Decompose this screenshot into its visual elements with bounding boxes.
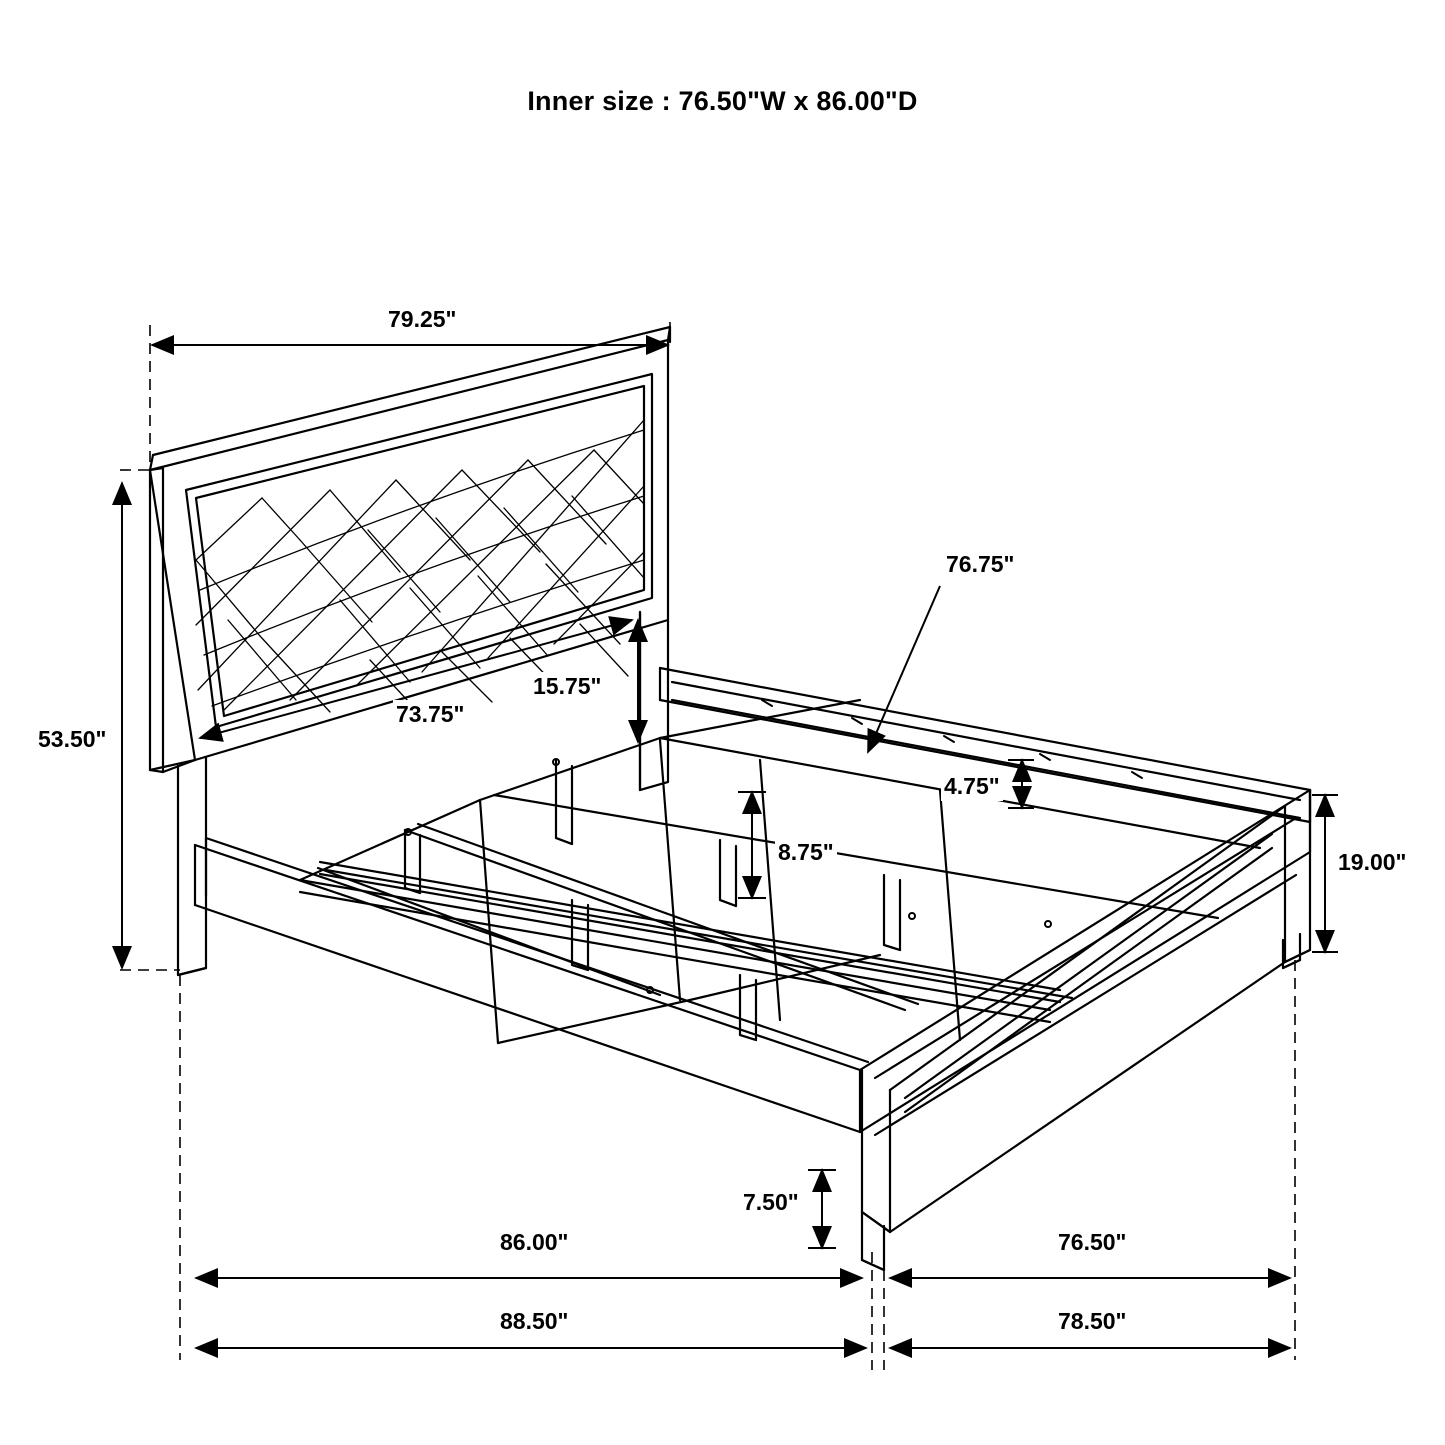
dim-side-rail-length: 76.75"	[943, 550, 1017, 579]
dim-footboard-height: 19.00"	[1335, 848, 1409, 877]
dim-inner-width: 76.50"	[1055, 1228, 1129, 1257]
dim-headboard-panel-width: 73.75"	[393, 700, 467, 729]
dim-inner-depth: 86.00"	[497, 1228, 571, 1257]
dim-headboard-width: 79.25"	[385, 305, 459, 334]
page-title: Inner size : 76.50"W x 86.00"D	[527, 86, 918, 116]
dim-footboard-clearance: 7.50"	[740, 1188, 802, 1217]
dim-slat-height: 4.75"	[941, 772, 1003, 801]
dim-rail-to-headboard: 15.75"	[530, 672, 604, 701]
dim-deck-height: 8.75"	[775, 838, 837, 867]
dim-overall-width: 78.50"	[1055, 1307, 1129, 1336]
dim-overall-depth: 88.50"	[497, 1307, 571, 1336]
dim-overall-height: 53.50"	[35, 725, 109, 754]
